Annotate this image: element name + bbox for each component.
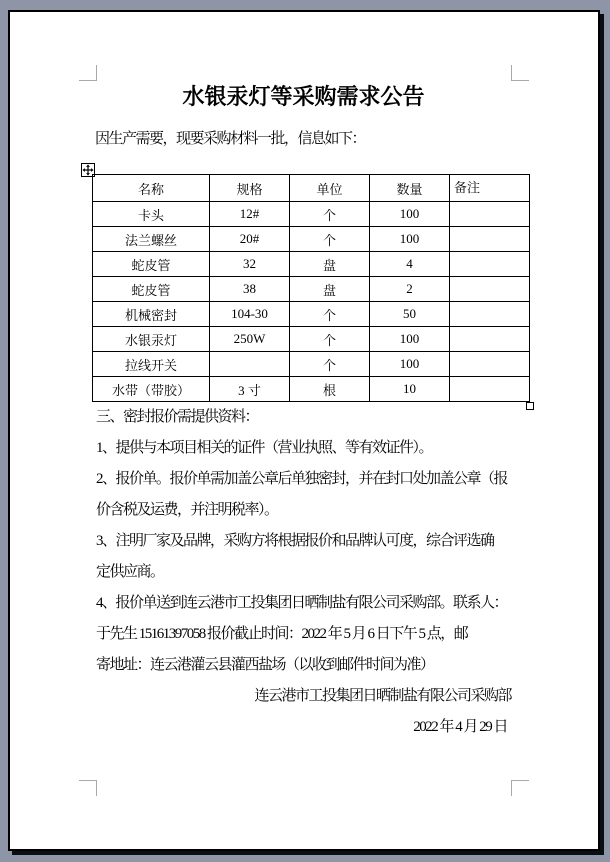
cell-remark <box>450 377 530 402</box>
materials-table[interactable] <box>92 174 530 402</box>
document-page[interactable] <box>8 10 600 851</box>
body-line-item2a: 2、报价单。报价单需加盖公章后单独密封，并在封口处加盖公章（报 <box>96 471 508 487</box>
cell-name: 蛇皮管 <box>93 252 210 277</box>
text-boundary-mark-top-left <box>79 65 97 81</box>
table-row <box>93 327 530 352</box>
cell-unit: 盘 <box>290 277 370 302</box>
cell-spec: 38 <box>210 277 290 302</box>
cell-spec <box>210 352 290 377</box>
text-boundary-mark-top-right <box>511 65 529 81</box>
cell-spec: 12# <box>210 202 290 227</box>
column-header-quantity: 数量 <box>370 175 450 202</box>
cell-unit: 个 <box>290 302 370 327</box>
cell-quantity: 2 <box>370 277 450 302</box>
cell-quantity: 100 <box>370 227 450 252</box>
cell-name: 水银汞灯 <box>93 327 210 352</box>
cell-spec: 104-30 <box>210 302 290 327</box>
cell-name: 法兰螺丝 <box>93 227 210 252</box>
cell-name: 拉线开关 <box>93 352 210 377</box>
cell-name: 水带（带胶） <box>93 377 210 402</box>
cell-remark <box>450 327 530 352</box>
column-header-remark: 备注 <box>450 175 530 202</box>
body-line-item4c: 寄地址：连云港灌云县灌西盐场（以收到邮件时间为准） <box>96 657 434 673</box>
table-row <box>93 277 530 302</box>
table-row <box>93 202 530 227</box>
cell-spec: 20# <box>210 227 290 252</box>
column-header-unit: 单位 <box>290 175 370 202</box>
cell-quantity: 4 <box>370 252 450 277</box>
cell-quantity: 10 <box>370 377 450 402</box>
table-resize-handle[interactable] <box>526 402 534 410</box>
cell-unit: 个 <box>290 352 370 377</box>
cell-name: 蛇皮管 <box>93 277 210 302</box>
table-header-row <box>93 175 530 202</box>
cell-remark <box>450 227 530 252</box>
body-text <box>96 402 511 743</box>
cell-remark <box>450 352 530 377</box>
body-line-item4a: 4、报价单送到连云港市工投集团日晒制盐有限公司采购部。联系人： <box>96 595 508 611</box>
cell-quantity: 100 <box>370 352 450 377</box>
cell-name: 卡头 <box>93 202 210 227</box>
cell-unit: 个 <box>290 227 370 252</box>
cell-unit: 根 <box>290 377 370 402</box>
body-line-section-heading: 三、密封报价需提供资料： <box>96 409 259 425</box>
cell-quantity: 100 <box>370 327 450 352</box>
text-boundary-mark-bottom-right <box>511 780 529 796</box>
table-row <box>93 252 530 277</box>
body-line-item4b: 于先生 15161397058 报价截止时间：2022 年 5 月 6 日下午 5 点，邮 <box>96 626 468 642</box>
cell-spec: 250W <box>210 327 290 352</box>
column-header-spec: 规格 <box>210 175 290 202</box>
cell-quantity: 100 <box>370 202 450 227</box>
document-title: 水银汞灯等采购需求公告 <box>182 84 425 109</box>
intro-paragraph: 因生产需要，现要采购材料一批，信息如下： <box>95 131 366 147</box>
table-row <box>93 352 530 377</box>
signature-line: 连云港市工投集团日晒制盐有限公司采购部 <box>254 688 511 704</box>
body-line-item3a: 3、注明厂家及品牌，采购方将根据报价和品牌认可度，综合评选确 <box>96 533 494 549</box>
cell-spec: 32 <box>210 252 290 277</box>
table-row <box>93 302 530 327</box>
cell-spec: 3 寸 <box>210 377 290 402</box>
table-row <box>93 377 530 402</box>
cell-quantity: 50 <box>370 302 450 327</box>
body-line-item1: 1、提供与本项目相关的证件（营业执照、等有效证件）。 <box>96 440 433 456</box>
date-line: 2022 年 4 月 29 日 <box>413 719 507 735</box>
cell-unit: 个 <box>290 327 370 352</box>
cell-remark <box>450 252 530 277</box>
table-row <box>93 227 530 252</box>
cell-name: 机械密封 <box>93 302 210 327</box>
cell-unit: 个 <box>290 202 370 227</box>
body-line-item2b: 价含税及运费，并注明税率）。 <box>96 502 278 518</box>
cell-remark <box>450 302 530 327</box>
cell-remark <box>450 277 530 302</box>
column-header-name: 名称 <box>93 175 210 202</box>
text-boundary-mark-bottom-left <box>79 780 97 796</box>
cell-unit: 盘 <box>290 252 370 277</box>
cell-remark <box>450 202 530 227</box>
body-line-item3b: 定供应商。 <box>96 564 164 580</box>
